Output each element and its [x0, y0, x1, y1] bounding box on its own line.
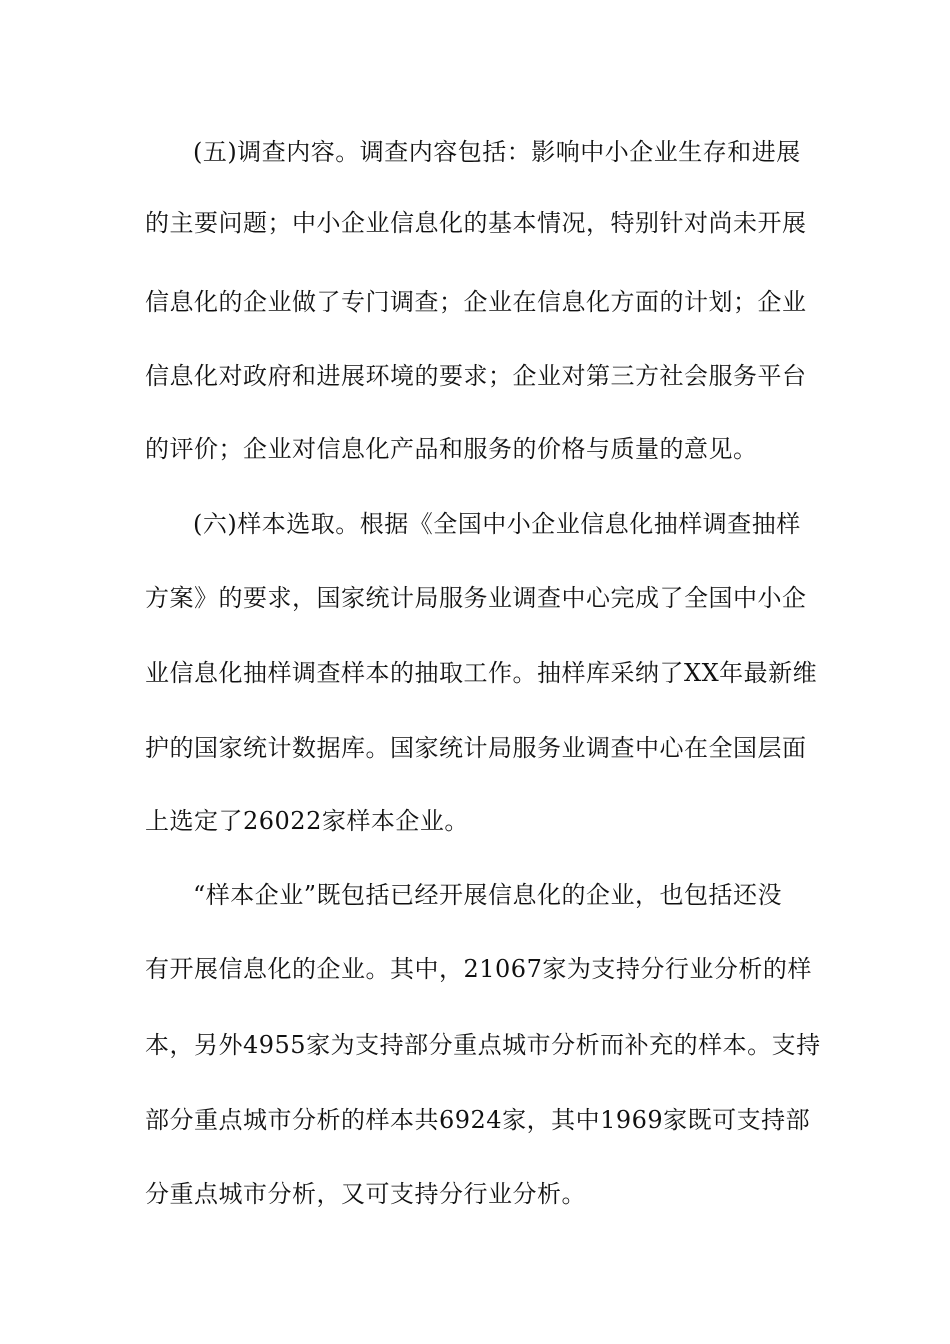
paragraph-3-line-2: 有开展信息化的企业。其中，21067家为支持分行业分析的样 [145, 955, 812, 983]
paragraph-3-line-5: 分重点城市分析，又可支持分行业分析。 [145, 1180, 586, 1208]
paragraph-2-line-1: (六)样本选取。根据《全国中小企业信息化抽样调查抽样 [193, 510, 801, 538]
paragraph-1-line-5: 的评价；企业对信息化产品和服务的价格与质量的意见。 [145, 435, 758, 463]
paragraph-3-line-4: 部分重点城市分析的样本共6924家，其中1969家既可支持部 [145, 1106, 811, 1134]
paragraph-2-line-4: 护的国家统计数据库。国家统计局服务业调查中心在全国层面 [145, 734, 807, 762]
paragraph-2-line-5: 上选定了26022家样本企业。 [145, 807, 469, 835]
paragraph-3-line-1: “样本企业”既包括已经开展信息化的企业，也包括还没 [193, 881, 783, 909]
paragraph-1-line-2: 的主要问题；中小企业信息化的基本情况，特别针对尚未开展 [145, 209, 807, 237]
paragraph-2-line-2: 方案》的要求，国家统计局服务业调查中心完成了全国中小企 [145, 584, 807, 612]
paragraph-1-line-3: 信息化的企业做了专门调查；企业在信息化方面的计划；企业 [145, 288, 807, 316]
paragraph-2-line-3: 业信息化抽样调查样本的抽取工作。抽样库采纳了XX年最新维 [145, 659, 818, 687]
paragraph-1-line-1: (五)调查内容。调查内容包括：影响中小企业生存和进展 [193, 138, 801, 166]
paragraph-3-line-3: 本，另外4955家为支持部分重点城市分析而补充的样本。支持 [145, 1031, 821, 1059]
paragraph-1-line-4: 信息化对政府和进展环境的要求；企业对第三方社会服务平台 [145, 362, 807, 390]
